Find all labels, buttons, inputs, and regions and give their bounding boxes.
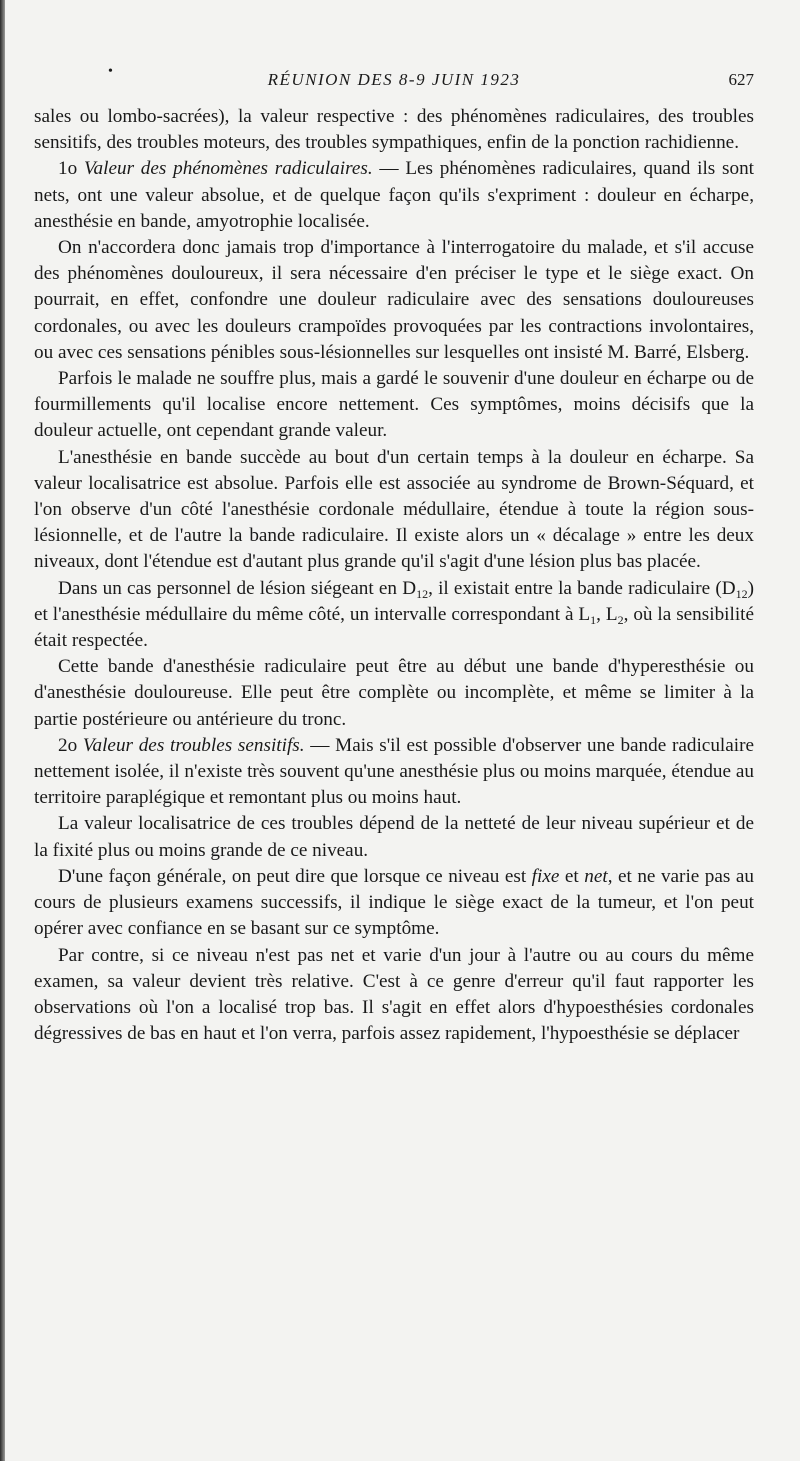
paragraph-5 bbox=[34, 445, 754, 576]
paragraph-10 bbox=[34, 864, 754, 943]
page-binding-edge bbox=[0, 0, 5, 1461]
paragraph-text: Cette bande d'anesthésie radiculaire peut être au début une bande d'hyperesthésie ou d'anesthésie douloureuse. Elle peut être complète ou incomplète, et même se limiter à la partie postérieure ou antérieure du tronc. bbox=[34, 656, 754, 730]
subscript: 12 bbox=[416, 586, 429, 601]
running-title: RÉUNION DES 8-9 JUIN 1923 bbox=[267, 70, 521, 89]
emphasis: net bbox=[584, 865, 608, 887]
paragraph-text: , il existait entre la bande radiculaire (D bbox=[428, 577, 736, 599]
subscript: 1 bbox=[590, 612, 597, 627]
paragraph-text: Dans un cas personnel de lésion siégeant en D bbox=[58, 577, 417, 599]
section-number: 2o bbox=[58, 734, 83, 756]
paragraph-text: ) et l'anesthésie médullaire du même côté, un intervalle correspondant à L bbox=[34, 577, 755, 625]
print-speck: • bbox=[108, 64, 113, 79]
subscript: 2 bbox=[617, 612, 624, 627]
paragraph-text: Par contre, si ce niveau n'est pas net et varie d'un jour à l'autre ou au cours du même examen, sa valeur devient très relative. C'est à ce genre d'erreur qu'il faut rapporter les observations où l'on a localisé trop bas. Il s'agit en effet alors d'hypoesthésies cordonales dégressives de bas en haut et l'on verra, parfois assez rapidement, l'hypoesthésie se déplacer bbox=[34, 944, 754, 1045]
paragraph-text: et bbox=[559, 865, 585, 887]
paragraph-11 bbox=[34, 943, 754, 1048]
section-number: 1o bbox=[58, 158, 84, 180]
paragraph-1 bbox=[34, 104, 754, 156]
paragraph-6 bbox=[34, 576, 754, 655]
subscript: 12 bbox=[735, 586, 748, 601]
paragraph-text: La valeur localisatrice de ces troubles dépend de la netteté de leur niveau supérieur et de la fixité plus ou moins grande de ce niveau. bbox=[34, 813, 754, 861]
paragraph-8 bbox=[34, 733, 754, 812]
paragraph-9 bbox=[34, 811, 754, 863]
page-number: 627 bbox=[728, 70, 754, 89]
paragraph-text: , et ne varie pas au cours de plusieurs examens successifs, il indique le siège exact de la tumeur, et l'on peut opérer avec confiance en se basant sur ce symptôme. bbox=[34, 865, 754, 940]
paragraph-text: D'une façon générale, on peut dire que lorsque ce niveau est bbox=[58, 865, 532, 887]
paragraph-4 bbox=[34, 366, 754, 445]
paragraph-text: L'anesthésie en bande succède au bout d'un certain temps à la douleur en écharpe. Sa valeur localisatrice est absolue. Parfois elle est associée au syndrome de Brown-Séquard, et l'on observe d'un côté l'anesthésie cordonale médullaire, étendue à toute la région sous-lésionnelle, et de l'autre la bande radiculaire. Il existe alors un « décalage » entre les deux niveaux, dont l'étendue est d'autant plus grande qu'il s'agit d'une lésion plus bas placée. bbox=[34, 446, 754, 573]
paragraph-text: — Les phénomènes radiculaires, quand ils sont nets, ont une valeur absolue, et de quelque façon qu'ils s'expriment : douleur en écharpe, anesthésie en bande, amyotrophie localisée. bbox=[34, 158, 754, 232]
paragraph-text: Parfois le malade ne souffre plus, mais a gardé le souvenir d'une douleur en écharpe ou de fourmillements qu'il localise encore nettement. Ces symptômes, moins décisifs que la douleur actuelle, ont cependant grande valeur. bbox=[34, 368, 754, 442]
paragraph-text: , L bbox=[596, 603, 618, 625]
paragraph-2 bbox=[34, 156, 754, 235]
page-body bbox=[34, 104, 754, 1047]
running-header bbox=[34, 64, 754, 104]
paragraph-3 bbox=[34, 235, 754, 366]
section-heading: Valeur des phénomènes radiculaires. bbox=[83, 158, 373, 180]
paragraph-text: On n'accordera donc jamais trop d'importance à l'interrogatoire du malade, et s'il accuse des phénomènes douloureux, il sera nécessaire d'en préciser le type et le siège exact. On pourrait, en effet, confondre une douleur radiculaire avec des sensations douloureuses cordonales, ou avec les douleurs crampoïdes provoquées par les contractions involontaires, ou avec ces sensations pénibles sous-lésionnelles sur lesquelles ont insisté M. Barré, Elsberg. bbox=[34, 237, 754, 363]
paragraph-text: — Mais s'il est possible d'observer une bande radiculaire nettement isolée, il n'existe très souvent qu'une anesthésie plus ou moins marquée, étendue au territoire paraplégique et remontant plus ou moins haut. bbox=[34, 734, 755, 809]
paragraph-text: sales ou lombo-sacrées), la valeur respective : des phénomènes radiculaires, des troubles sensitifs, des troubles moteurs, des troubles sympathiques, enfin de la ponction rachidienne. bbox=[34, 106, 754, 154]
section-heading: Valeur des troubles sensitifs. bbox=[82, 734, 305, 756]
emphasis: fixe bbox=[531, 865, 560, 887]
paragraph-7 bbox=[34, 654, 754, 733]
paragraph-text: , où la sensibilité était respectée. bbox=[34, 603, 754, 652]
book-page bbox=[34, 64, 755, 1047]
